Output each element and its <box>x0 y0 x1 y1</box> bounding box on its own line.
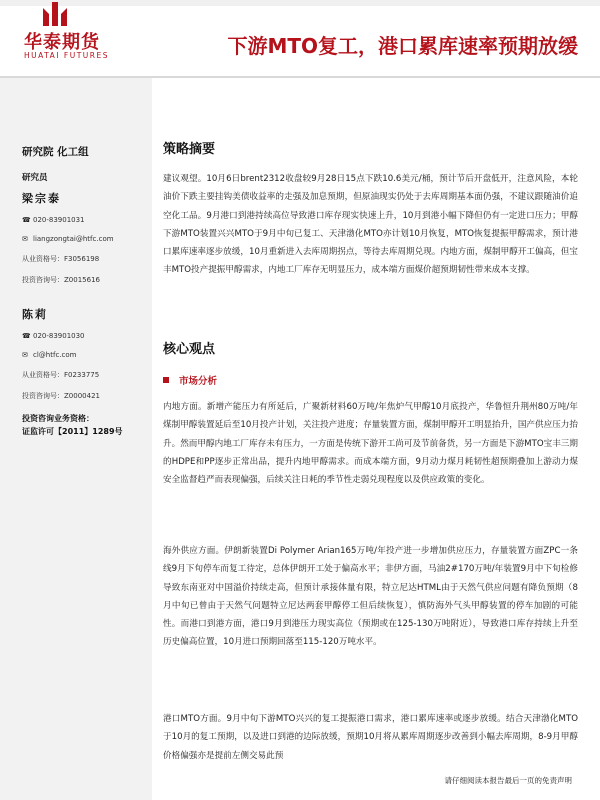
market-analysis-label: 市场分析 <box>179 376 218 387</box>
huatai-logo <box>12 0 132 72</box>
analyst-email-address[interactable]: liangzongtai@htfc.com <box>33 235 114 243</box>
overseas-paragraph: 海外供应方面。伊朗新装置Di Polymer Arian165万吨/年投产进一步增加供应压力，存量装置方面ZPC一条线9月下旬停车而复工待定，总体伊朗开工处于偏高水平；非伊方面，马油2#170万吨/年装置9月中下旬检修导致东南亚对中国溢价持续走高，但预计承接体量有限，特立尼达HTML由于天然气供应问题有降负预期（8月中旬已曾由于天然气问题特立尼达两套甲醇停工但后续恢复），慎防海外气头甲醇装置的停车加剧的可能性。而港口到港方面，港口9月到港压力现实高位（预期或在125-130万吨附近），导致港口库存持续上升至历史偏高位置，10月进口预期回落至115-120万吨水平。 <box>163 546 578 648</box>
analyst-phone <box>22 216 150 224</box>
core-heading: 核心观点 <box>163 342 216 357</box>
disclaimer-footer: 请仔细阅读本报告最后一页的免责声明 <box>444 776 572 785</box>
analyst-name: 陈莉 <box>22 308 48 321</box>
report-title: 下游MTO复工，港口累库速率预期放缓 <box>227 34 578 58</box>
analyst-consult-license: 投资咨询号：Z0000421 <box>22 392 100 400</box>
qualification-value: 证监许可【2011】1289号 <box>22 427 123 436</box>
logo-chinese-name: 华泰期货 <box>24 32 100 53</box>
research-department: 研究院 化工组 <box>22 146 89 158</box>
analyst-license: 从业资格号：F3056198 <box>22 255 100 263</box>
logo-english-name: HUATAI FUTURES <box>24 51 109 60</box>
phone-icon: ☎ <box>22 332 31 340</box>
analyst-sidebar <box>0 78 152 800</box>
square-bullet-icon <box>163 377 169 383</box>
logo-mark-icon <box>40 0 70 26</box>
analyst-license: 从业资格号：F0233775 <box>22 371 100 379</box>
analyst-name: 梁宗泰 <box>22 192 61 205</box>
analyst-email[interactable] <box>22 235 150 243</box>
analyst-consult-license: 投资咨询号：Z0015616 <box>22 276 100 284</box>
analyst-email[interactable] <box>22 351 150 359</box>
phone-icon: ☎ <box>22 216 31 224</box>
market-analysis-subheading <box>163 373 217 387</box>
summary-paragraph: 建议观望。10月6日brent2312收盘较9月28日15点下跌10.6美元/桶，预计节后开盘低开，注意风险，本轮油价下跌主要挂钩美债收益率的走强及加息预期，但原油现实仍处于去库周期基本面仍强，不建议跟随油价追空化工品。9月港口到港持续高位导致港口库存现实快速上升，10月到港小幅下降但仍有一定进口压力；甲醇下游MTO装置兴兴MTO于9月中旬已复工、天津渤化MTO亦计划10月恢复，MTO恢复提振甲醇需求，预计港口累库速率逐步放缓，10月重新进入去库周期拐点，等待去库周期兑现。内地方面，煤制甲醇开工偏高，但宝丰MTO投产提振甲醇需求，内地工厂库存无明显压力，成本端方面煤价超预期韧性带来成本支撑。 <box>163 174 578 276</box>
analyst-phone <box>22 332 150 340</box>
analyst-phone-number: 020-83901030 <box>33 332 85 340</box>
analyst-role: 研究员 <box>22 173 48 183</box>
summary-heading: 策略摘要 <box>163 142 216 157</box>
email-icon: ✉ <box>22 351 28 359</box>
qualification-label: 投资咨询业务资格： <box>22 414 94 423</box>
inland-paragraph: 内地方面。新增产能压力有所延后，广聚新材料60万吨/年焦炉气甲醇10月底投产，华鲁恒升荆州80万吨/年煤制甲醇装置延后至10月投产计划，关注投产进度；存量装置方面，煤制甲醇开工明显抬升，国产供应压力抬升。然而甲醇内地工厂库存未有压力，一方面是传统下游开工尚可及节前备货，另一方面是下游MTO宝丰三期的HDPE和PP逐步正常出品，提升内地甲醇需求。而成本端方面，9月动力煤月耗韧性超预期叠加上游动力煤安全监督趋严而表现偏强，后续关注日耗的季节性走弱兑现程度以及供应政策的变化。 <box>163 402 578 486</box>
email-icon: ✉ <box>22 235 28 243</box>
port-mto-paragraph: 港口MTO方面。9月中旬下游MTO兴兴的复工提振港口需求，港口累库速率或逐步放缓。结合天津渤化MTO于10月的复工预期，以及进口到港的边际放缓，预期10月将从累库周期逐步改善到小幅去库周期，8-9月甲醇价格偏强亦是提前左侧交易此预 <box>163 714 578 761</box>
analyst-phone-number: 020-83901031 <box>33 216 85 224</box>
report-header <box>0 0 600 78</box>
analyst-email-address[interactable]: cl@htfc.com <box>33 351 77 359</box>
